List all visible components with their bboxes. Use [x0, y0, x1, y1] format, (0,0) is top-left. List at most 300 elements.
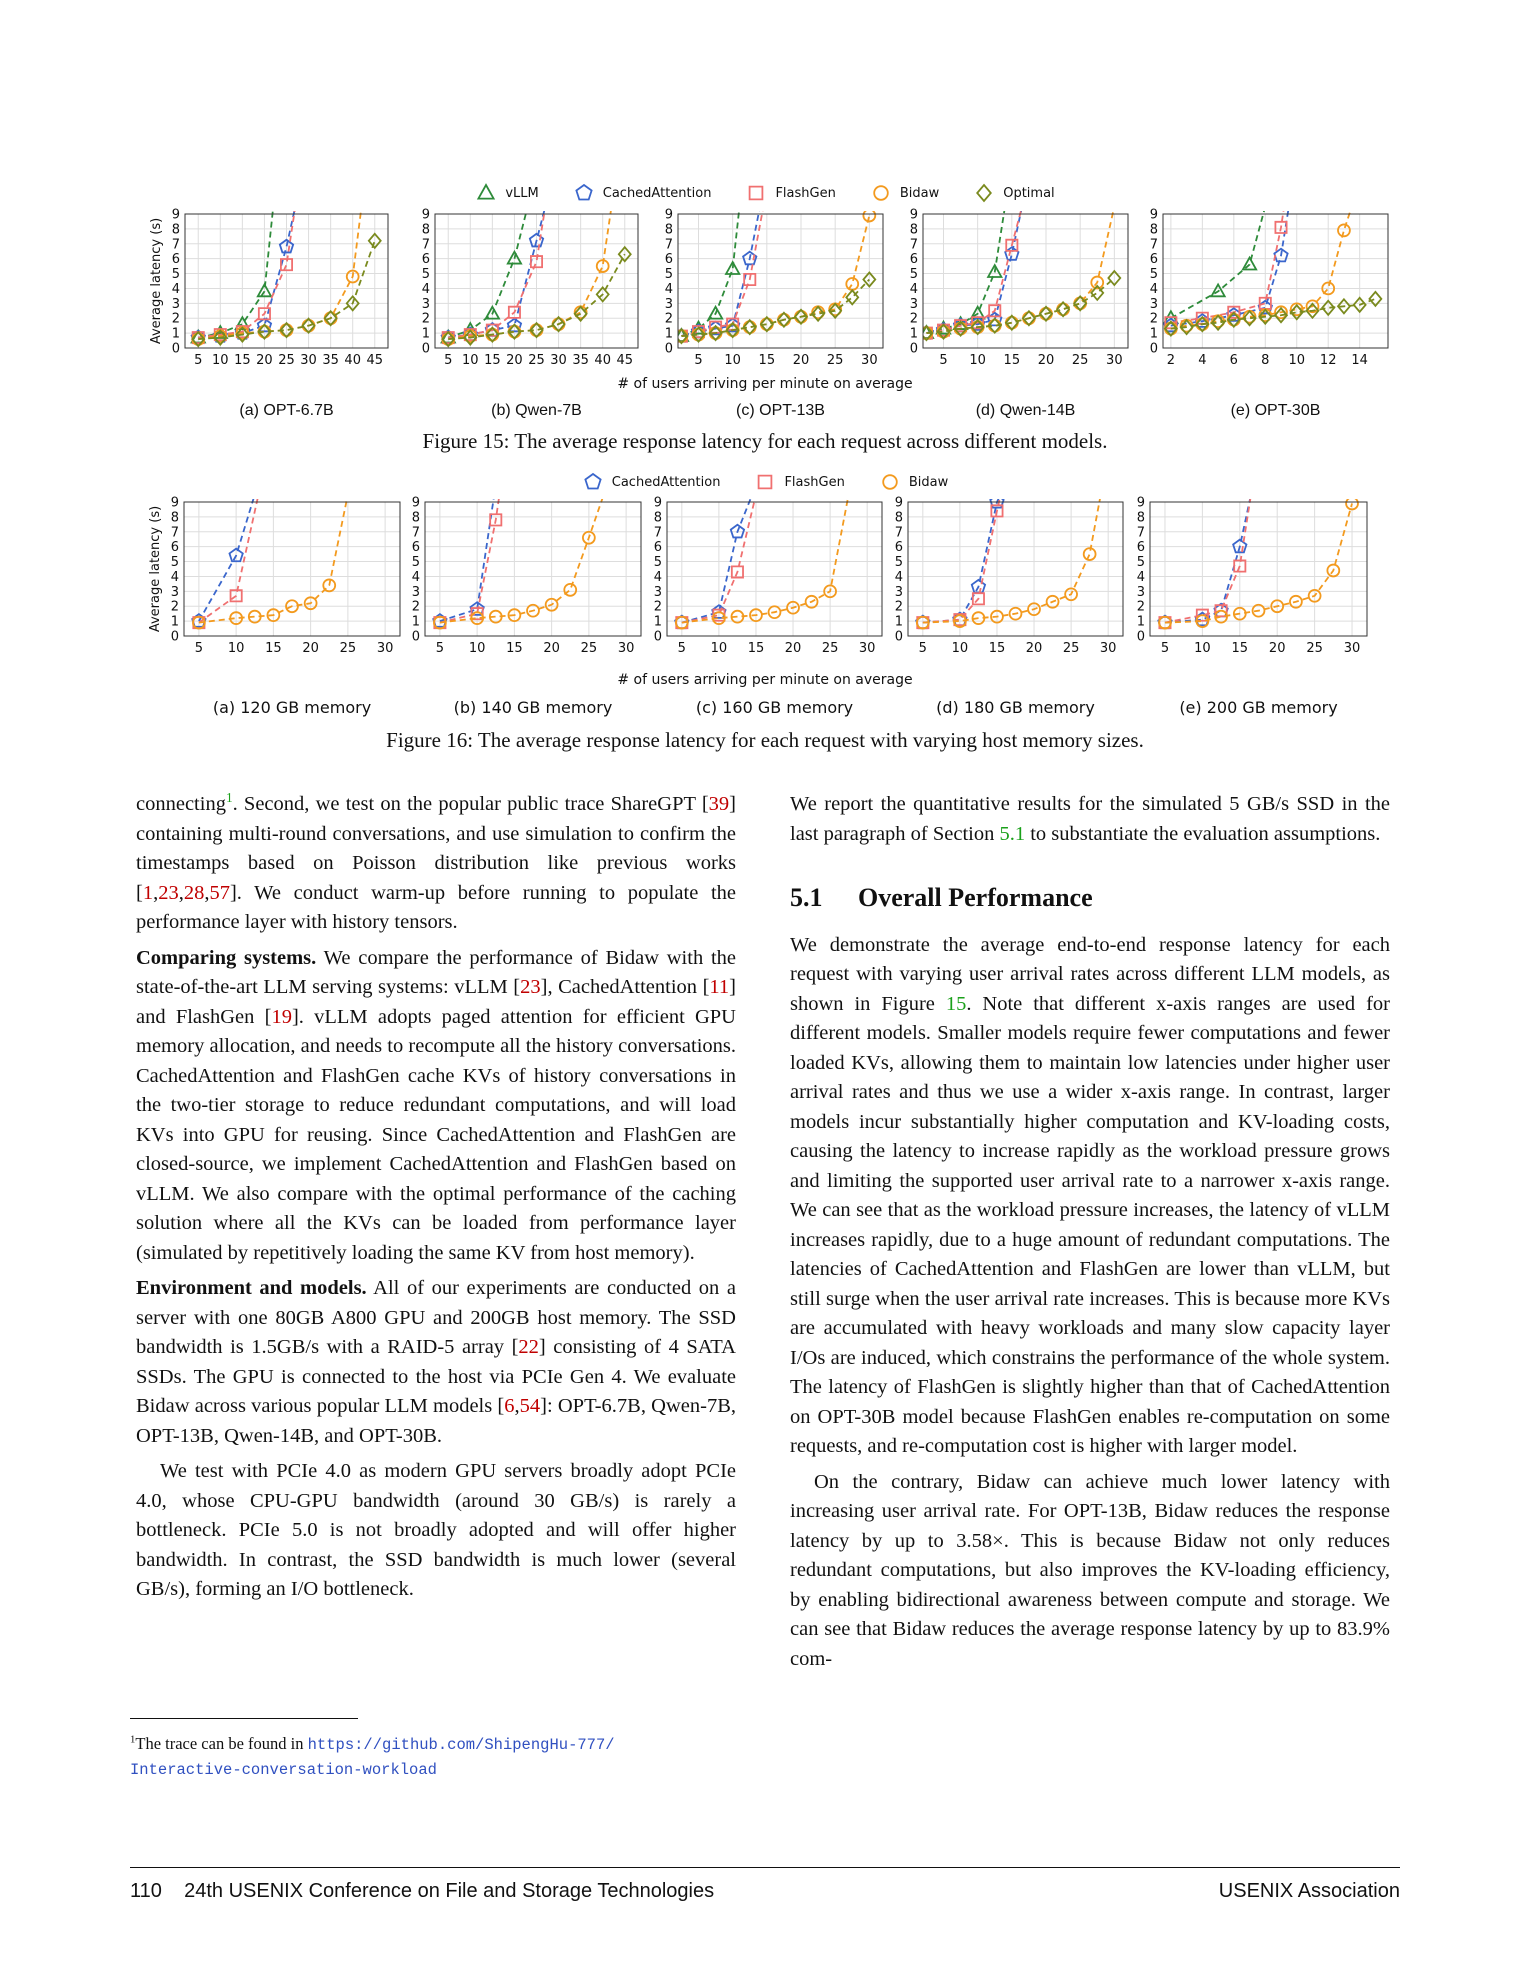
text: . Note that different x-axis ranges are used for different models. Smaller models require fewer computations and fewer loaded KVs, allowing them to maintain low latencies under higher user arrival rates and thus we use a wider x-axis range. In contrast, larger models incur substantially higher computation and KV-loading costs, causing the latency to increase rapidly as the workload pressure grows and limiting the supported user arrival rate to a narrower x-axis range. We can see that as the workload pressure increases, the latency of vLLM increases rapidly, due to a huge amount of redundant computations. The latencies of CachedAttention and FlashGen are lower than vLLM, but still surge when the user arrival rate increases. This is because more KVs are accumulated with heavy workloads and many slow capacity layer I/Os are induced, which constrains the performance of the whole system. The latency of FlashGen is slightly higher than that of CachedAttention on OPT-30B model because FlashGen enables re-computation on some requests, and re-computation cost is higher with larger model.: [790, 992, 1390, 1457]
y-tick-label: 3: [421, 296, 430, 312]
x-tick-label: 15: [484, 353, 501, 368]
legend-marker: [750, 187, 763, 200]
x-tick-label: 20: [1025, 641, 1043, 656]
footnote-mark[interactable]: 1: [225, 790, 233, 806]
text: ], CachedAttention [: [540, 976, 710, 998]
figure-15-subcaptions: [130, 402, 1400, 426]
figure-15-caption: Figure 15: The average response latency for each request across different models.: [422, 429, 1108, 453]
text: ,: [178, 881, 184, 904]
y-tick-label: 2: [664, 311, 673, 327]
footnote-number: 1: [130, 1733, 136, 1746]
series-bidaw: [434, 496, 604, 629]
y-tick-label: 6: [411, 540, 420, 556]
text: ,: [204, 881, 210, 904]
y-tick-label: 0: [909, 341, 918, 357]
y-tick-label: 8: [909, 222, 918, 238]
data-point: [1338, 224, 1350, 236]
legend-label: vLLM: [505, 185, 539, 201]
y-tick-label: 4: [1136, 569, 1145, 585]
section-title: Overall Performance: [858, 883, 1093, 912]
series-line: [923, 496, 1001, 623]
series-flashgen: [193, 208, 296, 343]
y-tick-label: 4: [894, 569, 903, 585]
citation-link[interactable]: 19: [271, 1005, 292, 1028]
y-tick-label: 3: [411, 584, 420, 600]
grid: [908, 502, 1123, 636]
x-tick-label: 20: [256, 353, 273, 368]
footer-left: 110 24th USENIX Conference on File and Storage Technologies: [130, 1880, 715, 1902]
y-tick-label: 5: [411, 555, 420, 571]
x-tick-label: 25: [821, 641, 839, 656]
y-tick-label: 9: [171, 208, 180, 223]
paragraph-heading: Environment and models.: [136, 1277, 367, 1299]
y-tick-label: 1: [171, 326, 180, 342]
subplot-caption: (a) OPT-6.7B: [239, 402, 334, 419]
y-tick-label: 7: [170, 525, 179, 541]
legend-marker: [883, 475, 897, 489]
y-tick-label: 5: [1136, 555, 1145, 571]
series-line: [923, 496, 1001, 623]
citation-link[interactable]: 6: [504, 1395, 515, 1417]
x-tick-label: 14: [1351, 353, 1368, 368]
y-tick-label: 0: [664, 341, 673, 357]
series-line: [926, 208, 1114, 333]
y-tick-label: 4: [171, 281, 180, 297]
x-tick-label: 10: [1288, 353, 1306, 368]
citation-link[interactable]: 23: [520, 976, 541, 998]
y-tick-label: 6: [170, 540, 179, 556]
y-tick-label: 2: [653, 599, 662, 615]
triangle-marker-icon: [475, 182, 497, 204]
citation-link[interactable]: 22: [518, 1336, 539, 1358]
series-vllm: [192, 208, 274, 342]
legend-marker: [977, 185, 991, 201]
legend-label: FlashGen: [775, 185, 836, 201]
text: ,: [514, 1395, 520, 1417]
y-tick-label: 6: [421, 252, 430, 268]
subplot-4: [883, 208, 1148, 368]
series-flashgen: [676, 496, 756, 628]
x-tick-label: 30: [300, 353, 317, 368]
text: We demonstrate the average end-to-end response latency for each request with varying user arrival rates across different LLM models, as shown in Figure: [790, 933, 1390, 1015]
y-tick-label: 6: [171, 252, 180, 268]
x-tick-label: 25: [1071, 353, 1089, 368]
y-tick-label: 2: [1149, 311, 1158, 327]
footnote-url[interactable]: https://github.com/ShipengHu-777/: [307, 1736, 615, 1754]
series-flashgen: [193, 496, 258, 628]
y-tick-label: 4: [653, 569, 662, 585]
x-tick-label: 30: [861, 353, 878, 368]
paragraph-environment: [136, 1274, 736, 1451]
y-tick-label: 7: [894, 525, 903, 541]
x-tick-label: 5: [939, 353, 948, 368]
text: connecting: [136, 793, 226, 815]
text: ]. vLLM adopts paged attention for efficient GPU memory allocation, and needs to recompute all the history conversations. CachedAttention and FlashGen cache KVs of history conversations in the two-tier storage to reduce redundant computations, and will load KVs into GPU for reusing. Since CachedAttention and FlashGen are closed-source, we implement CachedAttention and FlashGen based on vLLM. We also compare with the optimal performance of the caching solution where all the KVs can be loaded from performance layer (simulated by repetitively loading the same KV from host memory).: [136, 1005, 736, 1264]
x-tick-label: 10: [462, 353, 479, 368]
paragraph-trace: [136, 790, 736, 938]
x-tick-label: 4: [1198, 353, 1207, 368]
legend-marker: [585, 474, 600, 488]
x-tick-label: 5: [194, 641, 204, 656]
x-tick-label: 10: [724, 353, 741, 368]
citation-link[interactable]: 54: [519, 1395, 541, 1417]
footer-right: USENIX Association: [1218, 1880, 1400, 1902]
x-tick-label: 15: [265, 641, 282, 656]
legend-marker: [759, 476, 772, 489]
subplot-3: [638, 208, 903, 368]
x-tick-label: 45: [366, 353, 384, 368]
subplot-4: [868, 496, 1143, 656]
x-tick-label: 5: [435, 641, 445, 656]
subplot-caption: (c) 160 GB memory: [695, 698, 854, 717]
paragraph-pcie: We test with PCIe 4.0 as modern GPU servers broadly adopt PCIe 4.0, whose CPU-GPU bandwidth (around 30 GB/s) is rarely a bottleneck. PCIe 5.0 is not broadly adopted and will offer higher bandwidth. In contrast, the SSD bandwidth is much lower (several GB/s), forming an I/O bottleneck.: [136, 1460, 736, 1600]
x-tick-label: 20: [506, 353, 523, 368]
y-tick-label: 8: [170, 510, 179, 526]
y-tick-label: 3: [170, 584, 179, 600]
subplot-caption: (a) 120 GB memory: [212, 698, 372, 717]
y-axis-label: Average latency (s): [148, 505, 163, 633]
x-tick-label: 30: [1106, 353, 1123, 368]
text: . Second, we test on the popular public trace ShareGPT [: [232, 793, 709, 815]
paragraph-heading: Comparing systems.: [136, 946, 317, 969]
series-line: [682, 496, 752, 623]
y-tick-label: 6: [894, 540, 903, 556]
y-tick-label: 4: [909, 281, 918, 297]
legend-item-optimal: [973, 182, 1054, 204]
legend-item-vllm: [475, 182, 538, 204]
x-tick-label: 20: [792, 353, 810, 368]
figure-15-legend: [130, 182, 1400, 204]
y-tick-label: 1: [653, 614, 662, 630]
x-tick-label: 35: [322, 353, 339, 368]
y-tick-label: 1: [909, 326, 918, 342]
series-line: [199, 496, 259, 623]
y-tick-label: 0: [171, 341, 180, 357]
y-tick-label: 8: [421, 222, 430, 238]
citation-link[interactable]: 1: [142, 881, 154, 904]
y-tick-label: 7: [421, 237, 430, 253]
data-point: [1057, 303, 1069, 315]
series-line: [1171, 208, 1265, 318]
y-tick-label: 0: [411, 629, 420, 645]
y-tick-label: 8: [171, 222, 180, 238]
x-tick-label: 40: [344, 353, 361, 368]
x-tick-label: 25: [580, 641, 598, 656]
series-line: [440, 496, 604, 623]
x-tick-label: 30: [376, 641, 394, 656]
square-marker-icon: [745, 182, 767, 204]
y-tick-label: 7: [653, 525, 662, 541]
y-tick-label: 2: [171, 311, 180, 327]
text: ]: OPT-6.7B, Qwen-7B, OPT-13B, Qwen-14B, and OPT-30B.: [136, 1395, 736, 1447]
plot-frame: [184, 502, 400, 636]
plot-frame: [667, 502, 882, 636]
subplot-2: [395, 208, 658, 368]
citation-link[interactable]: 39: [708, 793, 730, 815]
legend-item-cachedattention: [582, 471, 721, 493]
subplot-caption: (b) Qwen-7B: [491, 402, 582, 419]
y-tick-label: 5: [894, 555, 903, 571]
y-tick-label: 9: [170, 496, 179, 511]
citation-link[interactable]: 23: [158, 881, 179, 904]
text: All of our experiments are conducted on a server with one 80GB A800 GPU and 200GB host memory. The SSD bandwidth is 1.5GB/s with a RAID-5 array [: [136, 1277, 736, 1358]
x-tick-label: 5: [918, 641, 927, 656]
footnote-url[interactable]: Interactive-conversation-workload: [130, 1761, 437, 1779]
y-tick-label: 0: [170, 629, 179, 645]
subplot-caption: (e) OPT-30B: [1230, 402, 1321, 419]
y-tick-label: 2: [909, 311, 918, 327]
grid: [184, 502, 400, 636]
y-tick-label: 0: [1136, 629, 1145, 645]
x-tick-label: 12: [1319, 353, 1337, 368]
x-tick-label: 35: [572, 353, 589, 368]
section-link[interactable]: 5.1: [999, 822, 1026, 845]
x-tick-label: 15: [988, 641, 1006, 656]
figure-link[interactable]: 15: [945, 992, 967, 1015]
subplot-3: [627, 496, 902, 656]
y-tick-label: 7: [909, 237, 918, 253]
y-tick-label: 5: [171, 267, 180, 283]
series-line: [1171, 208, 1284, 323]
x-tick-label: 40: [594, 353, 611, 368]
y-tick-label: 5: [664, 267, 673, 283]
y-tick-label: 4: [664, 281, 673, 297]
subplot-caption: (d) 180 GB memory: [936, 698, 1095, 717]
y-tick-label: 5: [1149, 267, 1158, 283]
legend-label: Bidaw: [899, 185, 940, 201]
y-tick-label: 7: [1149, 237, 1158, 253]
citation-link[interactable]: 28: [183, 881, 205, 904]
series-bidaw: [1165, 208, 1352, 335]
legend-label: CachedAttention: [611, 474, 721, 490]
x-tick-label: 25: [826, 353, 844, 368]
y-tick-label: 3: [664, 296, 673, 312]
series-line: [681, 208, 763, 336]
x-tick-label: 10: [468, 641, 486, 656]
x-tick-label: 5: [1160, 641, 1170, 656]
y-tick-label: 6: [664, 252, 673, 268]
legend-marker: [576, 185, 591, 199]
y-tick-label: 8: [1149, 222, 1158, 238]
y-tick-label: 1: [170, 614, 179, 630]
footnote: [130, 1732, 750, 1782]
x-tick-label: 30: [858, 641, 876, 656]
y-tick-label: 3: [894, 584, 903, 600]
y-tick-label: 8: [664, 222, 673, 238]
x-tick-label: 10: [227, 641, 245, 656]
y-tick-label: 9: [664, 208, 673, 223]
x-tick-label: 20: [1268, 641, 1286, 656]
x-tick-label: 20: [302, 641, 319, 656]
y-tick-label: 8: [653, 510, 662, 526]
legend-label: FlashGen: [784, 474, 845, 490]
series-cachedattention: [192, 208, 296, 343]
section-heading: [790, 883, 1390, 913]
x-tick-label: 8: [1261, 353, 1270, 368]
y-tick-label: 6: [1136, 540, 1145, 556]
y-tick-label: 1: [664, 326, 673, 342]
y-tick-label: 1: [1149, 326, 1158, 342]
y-tick-label: 9: [421, 208, 430, 223]
figure-16-legend: [130, 471, 1400, 493]
paragraph-bidaw: On the contrary, Bidaw can achieve much lower latency with increasing user arrival rate. For OPT-13B, Bidaw reduces the response latency by up to 3.58×. This is because Bidaw not only reduces redundant computations, but also improves the KV-loading efficiency, by enabling bidirectional awareness between compute and storage. We can see that Bidaw reduces the average response latency by up to 83.9% com-: [790, 1470, 1390, 1670]
subplot-5: [1123, 208, 1408, 368]
y-tick-label: 4: [1149, 281, 1158, 297]
y-tick-label: 6: [1149, 252, 1158, 268]
x-tick-label: 25: [339, 641, 357, 656]
x-tick-label: 5: [694, 353, 703, 368]
y-tick-label: 5: [170, 555, 179, 571]
text: ] containing multi-round conversations, and use simulation to confirm the timestamps based on Poisson distribution like previous works [: [136, 793, 736, 904]
series-bidaw: [917, 496, 1101, 629]
x-tick-label: 10: [212, 353, 229, 368]
y-tick-label: 5: [421, 267, 430, 283]
legend-label: CachedAttention: [602, 185, 712, 201]
data-point: [564, 584, 576, 596]
x-tick-label: 2: [1166, 353, 1176, 368]
y-tick-label: 7: [664, 237, 673, 253]
x-tick-label: 10: [710, 641, 728, 656]
legend-item-cachedattention: [573, 182, 712, 204]
y-tick-label: 9: [1149, 208, 1158, 223]
text: to substantiate the evaluation assumptions.: [1025, 822, 1381, 845]
series-line: [923, 496, 1101, 623]
y-tick-label: 6: [653, 540, 662, 556]
y-tick-label: 3: [1149, 296, 1158, 312]
y-tick-label: 3: [171, 296, 180, 312]
text: ,: [153, 881, 159, 904]
footnote-rule: [130, 1718, 358, 1719]
paragraph-comparing-systems: [136, 944, 736, 1269]
y-tick-label: 2: [411, 599, 420, 615]
circle-marker-icon: [870, 182, 892, 204]
y-tick-label: 7: [1136, 525, 1145, 541]
y-tick-label: 5: [909, 267, 918, 283]
x-tick-label: 15: [234, 353, 251, 368]
subplot-1: [145, 208, 408, 368]
subplot-caption: (e) 200 GB memory: [1179, 698, 1338, 717]
y-tick-label: 3: [653, 584, 662, 600]
citation-link[interactable]: 11: [709, 976, 730, 998]
y-tick-label: 8: [411, 510, 420, 526]
y-tick-label: 1: [1136, 614, 1145, 630]
x-tick-label: 5: [194, 353, 203, 368]
subplot-2: [385, 496, 661, 656]
figure-16: [130, 468, 1400, 768]
y-tick-label: 4: [170, 569, 179, 585]
y-tick-label: 0: [653, 629, 662, 645]
paragraph-overall: [790, 931, 1390, 1462]
y-tick-label: 9: [653, 496, 662, 511]
text: ]. We conduct warm-up before running to populate the performance layer with history tensors.: [136, 881, 736, 933]
x-tick-label: 30: [550, 353, 567, 368]
grid: [667, 502, 882, 636]
y-tick-label: 0: [1149, 341, 1158, 357]
y-axis-label: Average latency (s): [149, 217, 164, 345]
y-tick-label: 8: [894, 510, 903, 526]
series-line: [440, 496, 494, 621]
y-tick-label: 4: [411, 569, 420, 585]
figure-15-xlabel: # of users arriving per minute on average: [617, 376, 913, 392]
y-tick-label: 2: [170, 599, 179, 615]
y-tick-label: 3: [1136, 584, 1145, 600]
y-tick-label: 9: [894, 496, 903, 511]
pentagon-marker-icon: [573, 182, 595, 204]
y-tick-label: 9: [1136, 496, 1145, 511]
x-tick-label: 15: [506, 641, 523, 656]
x-tick-label: 5: [444, 353, 453, 368]
pentagon-marker-icon: [582, 471, 604, 493]
y-tick-label: 1: [421, 326, 430, 342]
data-point: [1243, 258, 1256, 270]
citation-link[interactable]: 57: [209, 881, 230, 904]
legend-item-flashgen: [754, 471, 844, 493]
x-tick-label: 15: [1003, 353, 1021, 368]
x-tick-label: 30: [1343, 641, 1361, 656]
y-tick-label: 3: [909, 296, 918, 312]
subplot-caption: (b) 140 GB memory: [453, 698, 613, 717]
y-tick-label: 2: [1136, 599, 1145, 615]
figure-16-subcaptions: [130, 698, 1400, 722]
x-tick-label: 10: [969, 353, 986, 368]
y-tick-label: 1: [894, 614, 903, 630]
y-tick-label: 0: [421, 341, 430, 357]
x-tick-label: 45: [616, 353, 634, 368]
y-tick-label: 2: [421, 311, 430, 327]
series-line: [682, 496, 849, 623]
text: We report the quantitative results for the simulated 5 GB/s SSD in the last paragraph of Section: [790, 793, 1390, 845]
series-line: [1165, 496, 1251, 623]
x-tick-label: 30: [1099, 641, 1117, 656]
x-tick-label: 20: [1037, 353, 1055, 368]
x-tick-label: 25: [1306, 641, 1323, 656]
x-tick-label: 20: [784, 641, 802, 656]
y-tick-label: 7: [171, 237, 180, 253]
series-bidaw: [676, 496, 849, 629]
legend-label: Optimal: [1003, 185, 1055, 201]
series-line: [1165, 496, 1251, 623]
y-tick-label: 9: [411, 496, 420, 511]
legend-item-bidaw: [870, 182, 939, 204]
y-tick-label: 2: [894, 599, 903, 615]
subplot-1: [144, 496, 420, 656]
footnote-text: The trace can be found in: [135, 1734, 308, 1753]
section-number: 5.1: [790, 883, 823, 912]
text: ] and FlashGen [: [136, 976, 736, 1028]
x-tick-label: 25: [1062, 641, 1080, 656]
x-tick-label: 10: [951, 641, 969, 656]
series-optimal: [920, 271, 1120, 340]
text: ] consisting of 4 SATA SSDs. The GPU is connected to the host via PCIe Gen 4. We evaluate Bidaw across various popular LLM models [: [136, 1336, 736, 1417]
y-tick-label: 9: [909, 208, 918, 223]
x-tick-label: 30: [617, 641, 635, 656]
legend-label: Bidaw: [908, 474, 949, 490]
y-tick-label: 1: [411, 614, 420, 630]
x-tick-label: 15: [1231, 641, 1249, 656]
x-tick-label: 10: [1194, 641, 1211, 656]
series-flashgen: [443, 208, 546, 343]
legend-marker: [874, 186, 888, 200]
x-tick-label: 25: [528, 353, 545, 368]
subplot-caption: (c) OPT-13B: [736, 402, 825, 419]
page-footer: [130, 1880, 1400, 1903]
x-tick-label: 15: [747, 641, 765, 656]
figure-16-caption: Figure 16: The average response latency for each request with varying host memory sizes.: [386, 728, 1144, 752]
x-tick-label: 20: [543, 641, 560, 656]
subplot-5: [1110, 496, 1387, 656]
y-tick-label: 5: [653, 555, 662, 571]
y-tick-label: 8: [1136, 510, 1145, 526]
